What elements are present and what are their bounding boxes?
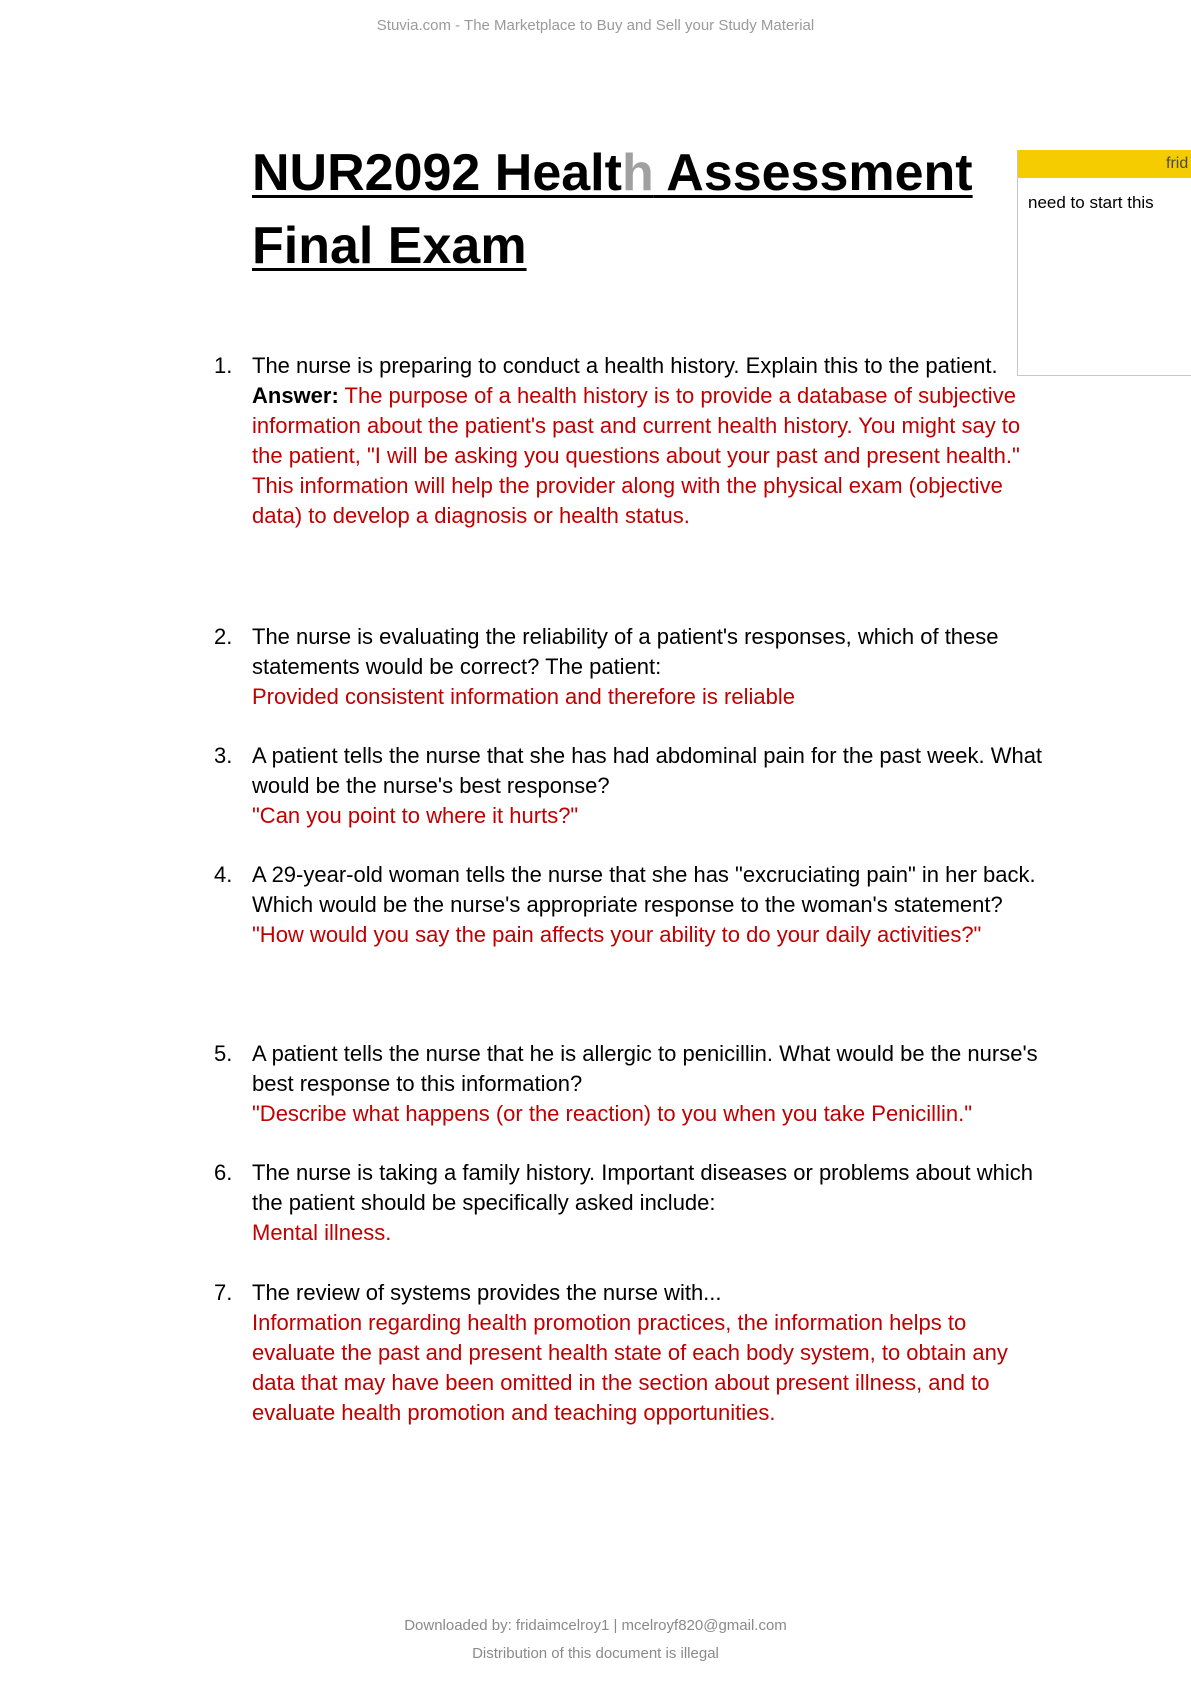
question-body (252, 351, 1052, 531)
question-number: 4. (214, 862, 233, 887)
question-body (252, 1039, 1052, 1129)
question-body (252, 1278, 1052, 1428)
comment-text: need to start this (1028, 193, 1154, 212)
comment-popup[interactable] (1017, 150, 1191, 376)
distribution-footer: Distribution of this document is illegal (472, 1645, 719, 1662)
answer-text: Mental illness. (252, 1220, 392, 1245)
answer-text: Provided consistent information and therefore is reliable (252, 684, 795, 709)
answer-label: Answer: (252, 383, 339, 408)
question-body (252, 741, 1052, 831)
question-text: A 29-year-old woman tells the nurse that she has "excruciating pain" in her back. Which would be the nurse's appropriate response to the woman's statement? (252, 862, 1036, 917)
question-text: The review of systems provides the nurse with... (252, 1280, 722, 1305)
answer-text: "Describe what happens (or the reaction) to you when you take Penicillin." (252, 1101, 973, 1126)
answer-text: Information regarding health promotion practices, the information helps to evaluate the past and present health state of each body system, to obtain any data that may have been omitted in the section about present illness, and to evaluate health promotion and teaching opportunities. (252, 1310, 1008, 1425)
answer-block (252, 381, 1052, 531)
question-number: 6. (214, 1160, 233, 1185)
question-text: A patient tells the nurse that she has had abdominal pain for the past week. What would be the nurse's best response? (252, 743, 1043, 798)
question-text: The nurse is taking a family history. Important diseases or problems about which the patient should be specifically asked include: (252, 1160, 1033, 1215)
document-title-line-1 (252, 140, 973, 206)
comment-author: frid (1166, 155, 1189, 172)
question-number: 5. (214, 1041, 233, 1066)
title-text-faded: h (621, 144, 654, 202)
question-number: 1. (214, 353, 233, 378)
question-body (252, 860, 1052, 950)
question-number: 2. (214, 624, 233, 649)
title-text-b: Assessment (653, 144, 973, 202)
download-footer: Downloaded by: fridaimcelroy1 | mcelroyf820@gmail.com (404, 1617, 787, 1634)
document-title-line-2: Final Exam (252, 217, 527, 275)
question-number: 7. (214, 1280, 233, 1305)
answer-text: The purpose of a health history is to provide a database of subjective information about the patient's past and current health history. You might say to the patient, "I will be asking you questions about your past and present health." This information will help the provider along with the physical exam (objective data) to develop a diagnosis or health status. (252, 383, 1021, 528)
question-text: A patient tells the nurse that he is allergic to penicillin. What would be the nurse's best response to this information? (252, 1041, 1038, 1096)
answer-text: "How would you say the pain affects your ability to do your daily activities?" (252, 922, 982, 947)
question-body (252, 622, 1052, 712)
question-body (252, 1158, 1052, 1248)
comment-header-bar (1018, 150, 1191, 178)
title-text-a: NUR2092 Healt (252, 144, 622, 202)
stuvia-header-note: Stuvia.com - The Marketplace to Buy and Sell your Study Material (376, 17, 815, 34)
answer-text: "Can you point to where it hurts?" (252, 803, 579, 828)
question-text: The nurse is evaluating the reliability of a patient's responses, which of these statements would be correct? The patient: (252, 624, 999, 679)
question-number: 3. (214, 743, 233, 768)
question-text: The nurse is preparing to conduct a health history. Explain this to the patient. (252, 353, 998, 378)
